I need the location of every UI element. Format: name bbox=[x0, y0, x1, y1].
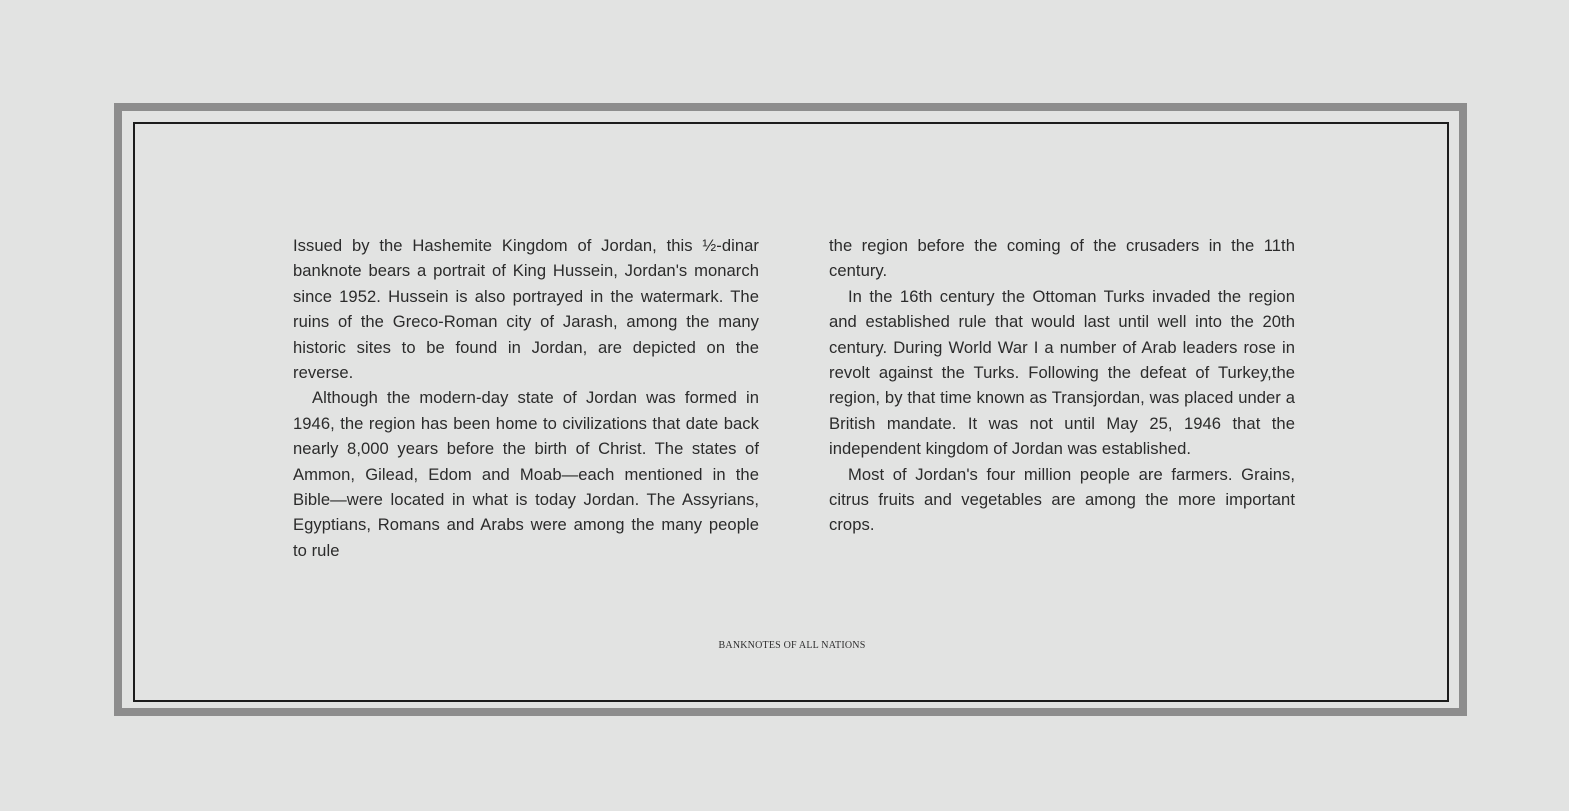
series-footer: BANKNOTES OF ALL NATIONS bbox=[718, 640, 866, 651]
right-text-column bbox=[829, 233, 1295, 538]
paragraph-crusaders: the region before the coming of the crusaders in the 11th century. bbox=[829, 236, 1295, 281]
left-text-column bbox=[293, 233, 759, 563]
paragraph-farmers: Most of Jordan's four million people are farmers. Grains, citrus fruits and vegetables are among the more important crops. bbox=[829, 464, 1295, 535]
paragraph-history: Although the modern-day state of Jordan was formed in 1946, the region has been home to civilizations that date back nearly 8,000 years before the birth of Christ. The states of Ammon, Gilead, Edom and Moab—each mentioned in the Bible—were located in what is today Jordan. The Assyrians, Egyptians, Romans and Arabs were among the many people to rule bbox=[293, 388, 759, 560]
paragraph-ottoman: In the 16th century the Ottoman Turks invaded the region and established rule that would last until well into the 20th century. During World War I a number of Arab leaders rose in revolt against the Turks. Following the defeat of Turkey,the region, by that time known as Transjordan, was placed under a British mandate. It was not until May 25, 1946 that the independent kingdom of Jordan was established. bbox=[829, 286, 1295, 459]
paragraph-issuance: Issued by the Hashemite Kingdom of Jordan, this ½-dinar banknote bears a portrait of King Hussein, Jordan's monarch since 1952. Hussein is also portrayed in the watermark. The ruins of the Greco-Roman city of Jarash, among the many historic sites to be found in Jordan, are depicted on the reverse. bbox=[293, 236, 759, 383]
